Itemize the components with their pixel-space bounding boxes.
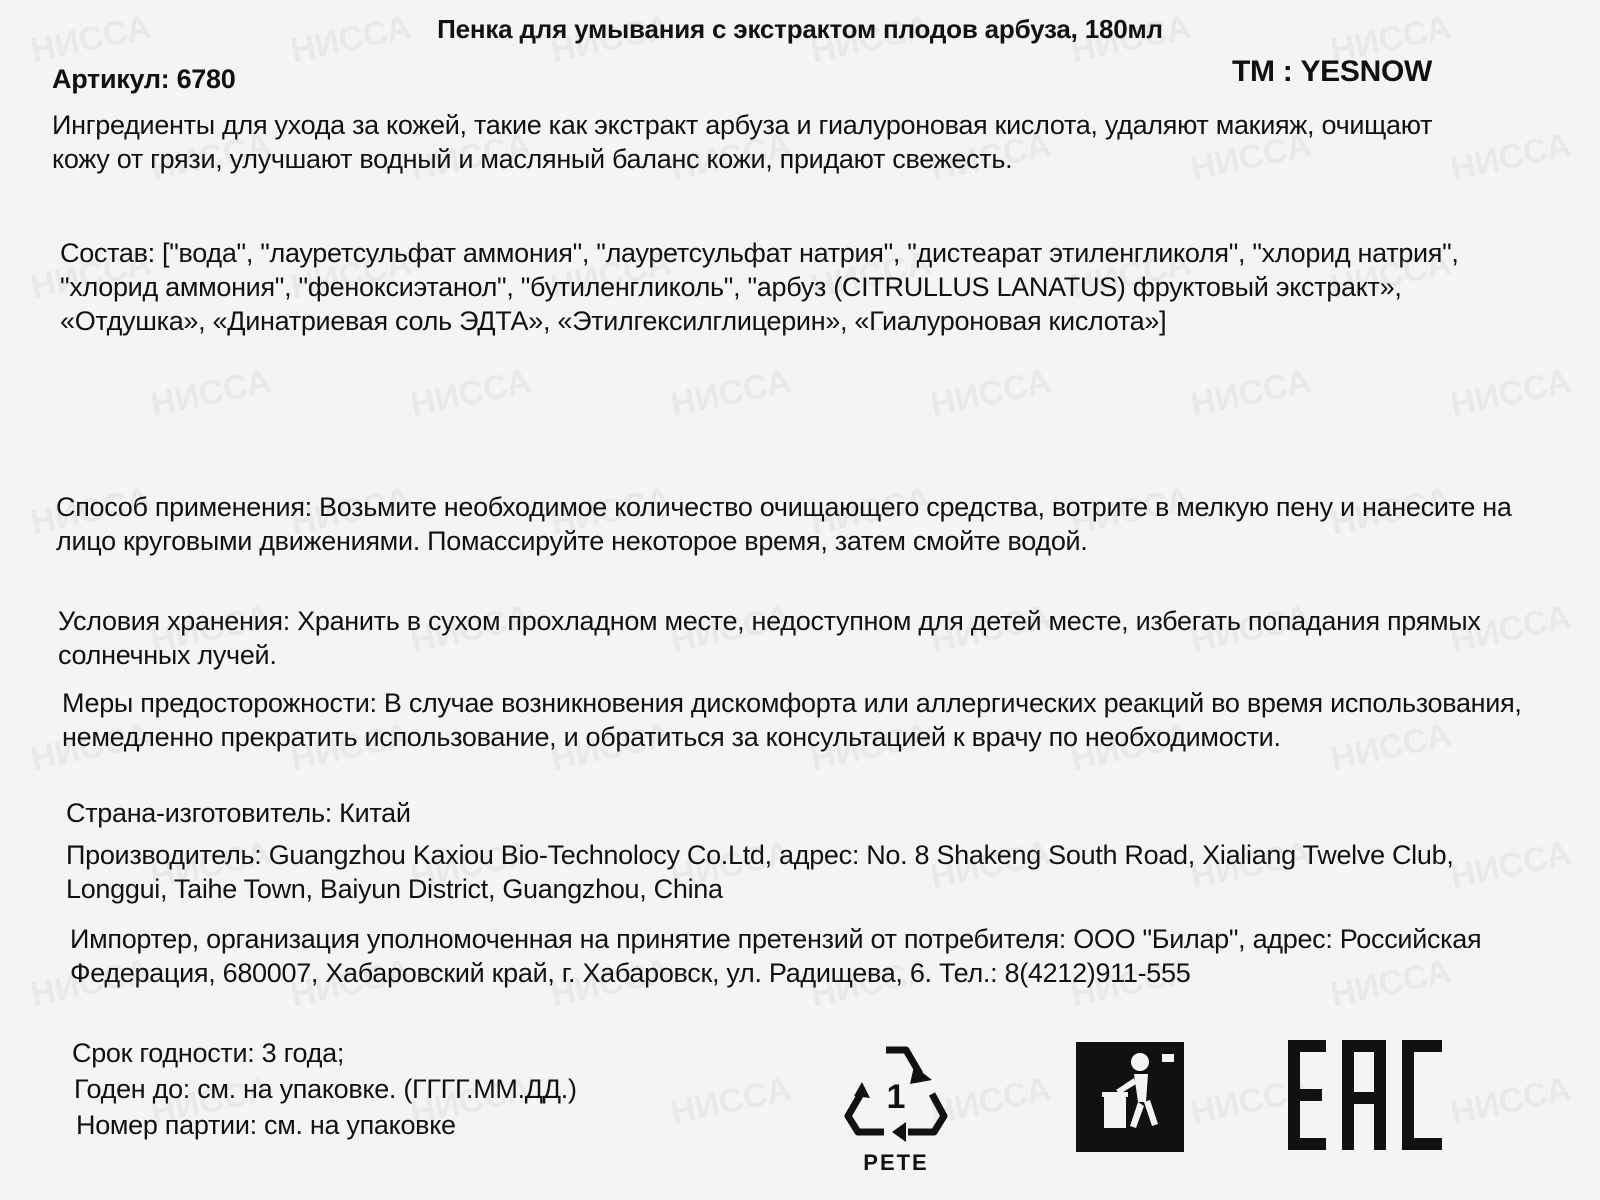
- tidyman-disposal-icon: [1076, 1042, 1184, 1152]
- ingredients-text: Ингредиенты для ухода за кожей, такие как экстракт арбуза и гиалуроновая кислота, удаляют макияж, очищают кожу от грязи, улучшают водный и масляный баланс кожи, придают свежесть.: [52, 110, 1433, 174]
- recycle-triangle-icon: [836, 1036, 956, 1146]
- recycle-pete-icon: [836, 1036, 956, 1196]
- best-before: Годен до: см. на упаковке. (ГГГГ.ММ.ДД.): [74, 1074, 577, 1104]
- watermark-text: [1447, 362, 1574, 425]
- recycle-label: PETE: [863, 1150, 929, 1175]
- trademark: ТМ : YESNOW: [1232, 55, 1433, 88]
- watermark-text: [1187, 362, 1314, 425]
- manufacturer-text: Производитель: Guangzhou Kaxiou Bio-Technolocy Co.Ltd, адрес: No. 8 Shakeng South Road, Xialiang Twelve Club, Longgui, Taihe Town, Baiyun District, Guangzhou, China: [66, 840, 1454, 904]
- eac-mark-icon: [1286, 1040, 1446, 1150]
- country-of-origin: Страна-изготовитель: Китай: [66, 798, 411, 828]
- product-title: Пенка для умывания с экстрактом плодов арбуза, 180мл: [437, 14, 1163, 44]
- article-number: Артикул: 6780: [52, 64, 236, 94]
- batch-number: Номер партии: см. на упаковке: [76, 1110, 456, 1140]
- shelf-life: Срок годности: 3 года;: [72, 1038, 345, 1068]
- importer-text: Импортер, организация уполномоченная на принятие претензий от потребителя: ООО "Билар", адрес: Российская Федерация, 680007, Хабаровский край, г. Хабаровск, ул. Радищева, 6. Тел.: 8(4212)911-555: [70, 924, 1482, 988]
- composition-text: Состав: ["вода", "лауретсульфат аммония", "лауретсульфат натрия", "дистеарат этиленгликоля", "хлорид натрия", "хлорид аммония", "феноксиэтанол", "бутиленгликоль", "арбуз (CITRULLUS LANATUS) фруктовый экстракт», «Отдушка», «Динатриевая соль ЭДТА», «Этилгексилглицерин», «Гиалуроновая кислота»]: [60, 238, 1459, 336]
- watermark-text: [1447, 1070, 1574, 1133]
- precautions-text: Меры предосторожности: В случае возникновения дискомфорта или аллергических реакций во время использования, немедленно прекратить использование, и обратиться за консультацией к врачу по необходимости.: [62, 688, 1522, 752]
- watermark-text: [147, 362, 274, 425]
- watermark-text: [667, 1070, 794, 1133]
- storage-text: Условия хранения: Хранить в сухом прохладном месте, недоступном для детей месте, избегать попадания прямых солнечных лучей.: [58, 606, 1481, 670]
- watermark-text: [407, 362, 534, 425]
- watermark-text: [667, 362, 794, 425]
- recycle-number: 1: [886, 1078, 906, 1116]
- watermark-text: [927, 362, 1054, 425]
- usage-text: Способ применения: Возьмите необходимое количество очищающего средства, вотрите в мелкую пену и нанесите на лицо круговыми движениями. Помассируйте некоторое время, затем смойте водой.: [56, 492, 1512, 556]
